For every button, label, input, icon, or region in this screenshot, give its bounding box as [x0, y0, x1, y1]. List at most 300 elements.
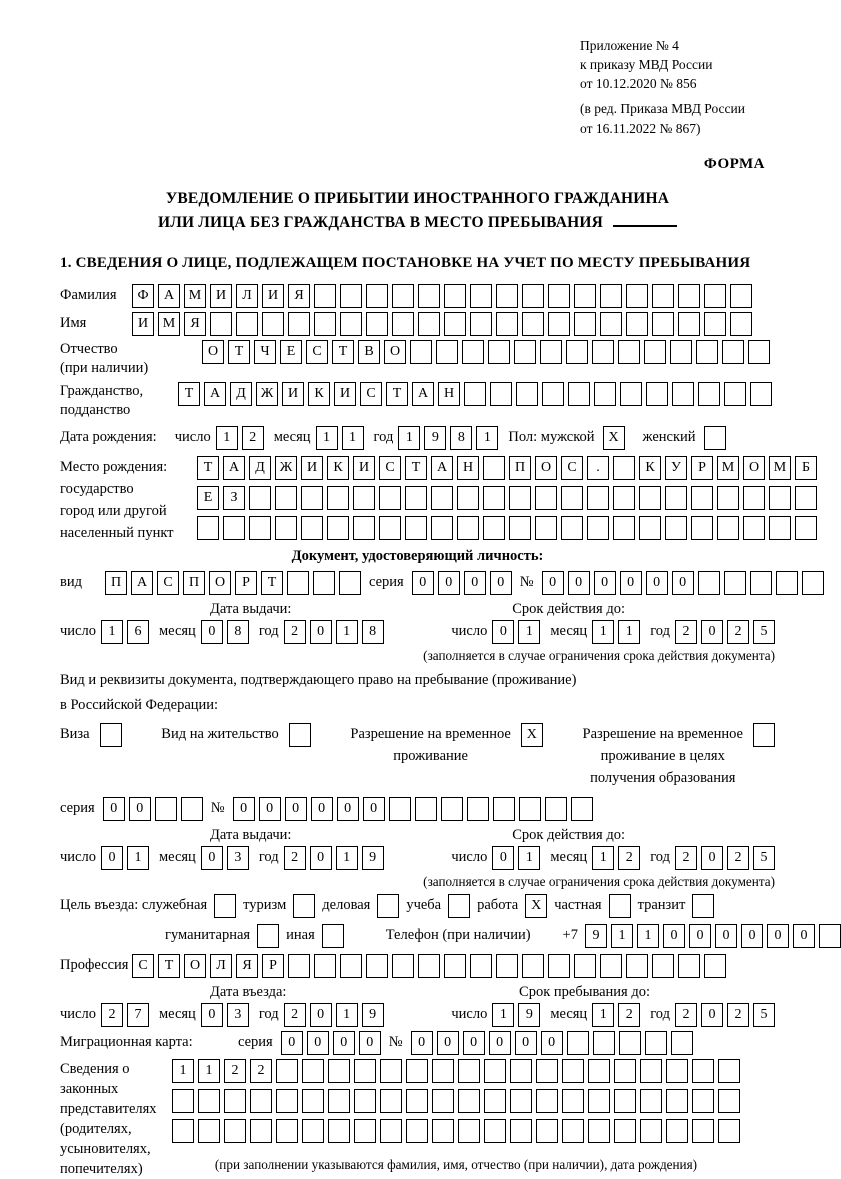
name-strip-cell-1[interactable]: И [132, 312, 154, 336]
birth-place-strip-2-cell-13[interactable] [509, 486, 531, 510]
citizenship-strip-cell-13[interactable] [490, 382, 512, 406]
representatives-strip-2-cell-20[interactable] [666, 1089, 688, 1113]
permit-exp-month-strip-cell-2[interactable]: 2 [618, 846, 640, 870]
permit-issue-year-strip-cell-2[interactable]: 0 [310, 846, 332, 870]
doc-exp-day-strip-cell-2[interactable]: 1 [518, 620, 540, 644]
birth-place-strip-2-cell-8[interactable] [379, 486, 401, 510]
representatives-strip-3-cell-4[interactable] [250, 1119, 272, 1143]
profession-strip-cell-14[interactable] [470, 954, 492, 978]
purpose-humanitarian-checkbox[interactable] [257, 924, 279, 948]
birth-place-strip-1-cell-24[interactable]: Б [795, 456, 817, 480]
document-series-strip-cell-1[interactable]: 0 [412, 571, 434, 595]
phone-strip-cell-3[interactable]: 1 [637, 924, 659, 948]
representatives-strip-2-cell-7[interactable] [328, 1089, 350, 1113]
birth-place-strip-3-cell-11[interactable] [457, 516, 479, 540]
birth-month-strip-cell-2[interactable]: 1 [342, 426, 364, 450]
purpose-transit-checkbox[interactable] [692, 894, 714, 918]
representatives-strip-2-cell-11[interactable] [432, 1089, 454, 1113]
birth-place-strip-1-cell-17[interactable] [613, 456, 635, 480]
surname-strip-cell-18[interactable] [574, 284, 596, 308]
citizenship-strip-cell-11[interactable]: Н [438, 382, 460, 406]
birth-place-strip-1-cell-15[interactable]: С [561, 456, 583, 480]
permit-series-strip-cell-1[interactable]: 0 [103, 797, 125, 821]
name-strip-cell-7[interactable] [288, 312, 310, 336]
document-type-strip-cell-7[interactable]: Т [261, 571, 283, 595]
surname-strip-cell-13[interactable] [444, 284, 466, 308]
entry-month-strip-cell-1[interactable]: 0 [201, 1003, 223, 1027]
birth-place-strip-1-cell-14[interactable]: О [535, 456, 557, 480]
patronymic-strip-cell-5[interactable]: С [306, 340, 328, 364]
document-type-strip-cell-3[interactable]: С [157, 571, 179, 595]
migration-number-strip-cell-7[interactable] [567, 1031, 589, 1055]
permit-exp-day-strip-cell-1[interactable]: 0 [492, 846, 514, 870]
migration-number-strip-cell-1[interactable]: 0 [411, 1031, 433, 1055]
document-number-strip-cell-3[interactable]: 0 [594, 571, 616, 595]
surname-strip-cell-1[interactable]: Ф [132, 284, 154, 308]
doc-exp-year-strip-cell-1[interactable]: 2 [675, 620, 697, 644]
permit-number-strip-cell-13[interactable] [545, 797, 567, 821]
representatives-strip-3-cell-6[interactable] [302, 1119, 324, 1143]
migration-series-strip-cell-2[interactable]: 0 [307, 1031, 329, 1055]
representatives-strip-3-cell-10[interactable] [406, 1119, 428, 1143]
birth-place-strip-3-cell-18[interactable] [639, 516, 661, 540]
citizenship-strip-cell-2[interactable]: А [204, 382, 226, 406]
profession-strip-cell-23[interactable] [704, 954, 726, 978]
patronymic-strip-cell-22[interactable] [748, 340, 770, 364]
entry-year-strip-cell-2[interactable]: 0 [310, 1003, 332, 1027]
profession-strip-cell-16[interactable] [522, 954, 544, 978]
birth-place-strip-1-cell-8[interactable]: С [379, 456, 401, 480]
representatives-strip-2-cell-21[interactable] [692, 1089, 714, 1113]
phone-strip-cell-5[interactable]: 0 [689, 924, 711, 948]
migration-number-strip-cell-8[interactable] [593, 1031, 615, 1055]
representatives-strip-3-cell-9[interactable] [380, 1119, 402, 1143]
birth-place-strip-1-cell-19[interactable]: У [665, 456, 687, 480]
surname-strip-cell-12[interactable] [418, 284, 440, 308]
permit-issue-year-strip-cell-3[interactable]: 1 [336, 846, 358, 870]
permit-series-strip-cell-4[interactable] [181, 797, 203, 821]
phone-strip-cell-6[interactable]: 0 [715, 924, 737, 948]
name-strip-cell-8[interactable] [314, 312, 336, 336]
surname-strip-cell-14[interactable] [470, 284, 492, 308]
representatives-strip-1-cell-19[interactable] [640, 1059, 662, 1083]
doc-issue-month-strip-cell-2[interactable]: 8 [227, 620, 249, 644]
patronymic-strip-cell-6[interactable]: Т [332, 340, 354, 364]
representatives-strip-1-cell-1[interactable]: 1 [172, 1059, 194, 1083]
representatives-strip-3-cell-14[interactable] [510, 1119, 532, 1143]
migration-number-strip-cell-11[interactable] [671, 1031, 693, 1055]
document-number-strip-cell-7[interactable] [698, 571, 720, 595]
patronymic-strip-cell-9[interactable] [410, 340, 432, 364]
purpose-tourism-checkbox[interactable] [293, 894, 315, 918]
permit-number-strip-cell-5[interactable]: 0 [337, 797, 359, 821]
surname-strip-cell-19[interactable] [600, 284, 622, 308]
name-strip-cell-5[interactable] [236, 312, 258, 336]
citizenship-strip-cell-9[interactable]: Т [386, 382, 408, 406]
birth-place-strip-1-cell-10[interactable]: А [431, 456, 453, 480]
representatives-strip-2-cell-8[interactable] [354, 1089, 376, 1113]
surname-strip-cell-21[interactable] [652, 284, 674, 308]
birth-place-strip-2-cell-4[interactable] [275, 486, 297, 510]
representatives-strip-3-cell-20[interactable] [666, 1119, 688, 1143]
permit-number-strip-cell-10[interactable] [467, 797, 489, 821]
representatives-strip-2-cell-3[interactable] [224, 1089, 246, 1113]
birth-place-strip-3-cell-3[interactable] [249, 516, 271, 540]
profession-strip-cell-18[interactable] [574, 954, 596, 978]
profession-strip-cell-1[interactable]: С [132, 954, 154, 978]
permit-number-strip-cell-9[interactable] [441, 797, 463, 821]
phone-strip-cell-10[interactable] [819, 924, 841, 948]
representatives-strip-2-cell-4[interactable] [250, 1089, 272, 1113]
birth-place-strip-2-cell-1[interactable]: Е [197, 486, 219, 510]
birth-place-strip-2-cell-24[interactable] [795, 486, 817, 510]
representatives-strip-2-cell-1[interactable] [172, 1089, 194, 1113]
permit-number-strip-cell-11[interactable] [493, 797, 515, 821]
representatives-strip-1-cell-3[interactable]: 2 [224, 1059, 246, 1083]
representatives-strip-2-cell-9[interactable] [380, 1089, 402, 1113]
profession-strip-cell-21[interactable] [652, 954, 674, 978]
citizenship-strip-cell-17[interactable] [594, 382, 616, 406]
document-type-strip-cell-8[interactable] [287, 571, 309, 595]
surname-strip-cell-10[interactable] [366, 284, 388, 308]
birth-place-strip-2-cell-9[interactable] [405, 486, 427, 510]
patronymic-strip-cell-11[interactable] [462, 340, 484, 364]
name-strip-cell-9[interactable] [340, 312, 362, 336]
profession-strip-cell-8[interactable] [314, 954, 336, 978]
surname-strip-cell-15[interactable] [496, 284, 518, 308]
name-strip-cell-16[interactable] [522, 312, 544, 336]
citizenship-strip-cell-23[interactable] [750, 382, 772, 406]
doc-issue-year-strip-cell-1[interactable]: 2 [284, 620, 306, 644]
purpose-official-checkbox[interactable] [214, 894, 236, 918]
entry-day-strip-cell-1[interactable]: 2 [101, 1003, 123, 1027]
profession-strip-cell-12[interactable] [418, 954, 440, 978]
document-number-strip-cell-4[interactable]: 0 [620, 571, 642, 595]
doc-issue-day-strip-cell-1[interactable]: 1 [101, 620, 123, 644]
citizenship-strip-cell-6[interactable]: К [308, 382, 330, 406]
residence-permit-checkbox[interactable] [289, 723, 311, 747]
birth-place-strip-3-cell-13[interactable] [509, 516, 531, 540]
document-series-strip-cell-2[interactable]: 0 [438, 571, 460, 595]
surname-strip-cell-17[interactable] [548, 284, 570, 308]
surname-strip-cell-5[interactable]: Л [236, 284, 258, 308]
document-number-strip-cell-6[interactable]: 0 [672, 571, 694, 595]
birth-place-strip-2-cell-11[interactable] [457, 486, 479, 510]
representatives-strip-3-cell-22[interactable] [718, 1119, 740, 1143]
surname-strip-cell-2[interactable]: А [158, 284, 180, 308]
doc-exp-month-strip-cell-2[interactable]: 1 [618, 620, 640, 644]
profession-strip-cell-10[interactable] [366, 954, 388, 978]
birth-place-strip-3-cell-2[interactable] [223, 516, 245, 540]
birth-place-strip-2-cell-17[interactable] [613, 486, 635, 510]
birth-place-strip-3-cell-7[interactable] [353, 516, 375, 540]
purpose-work-checkbox[interactable]: X [525, 894, 547, 918]
permit-issue-year-strip-cell-4[interactable]: 9 [362, 846, 384, 870]
patronymic-strip-cell-10[interactable] [436, 340, 458, 364]
representatives-strip-2-cell-6[interactable] [302, 1089, 324, 1113]
birth-place-strip-1-cell-1[interactable]: Т [197, 456, 219, 480]
document-number-strip-cell-5[interactable]: 0 [646, 571, 668, 595]
citizenship-strip-cell-16[interactable] [568, 382, 590, 406]
permit-exp-month-strip-cell-1[interactable]: 1 [592, 846, 614, 870]
name-strip-cell-12[interactable] [418, 312, 440, 336]
document-type-strip-cell-5[interactable]: О [209, 571, 231, 595]
representatives-strip-1-cell-10[interactable] [406, 1059, 428, 1083]
permit-number-strip-cell-2[interactable]: 0 [259, 797, 281, 821]
patronymic-strip-cell-13[interactable] [514, 340, 536, 364]
phone-strip-cell-4[interactable]: 0 [663, 924, 685, 948]
entry-year-strip-cell-3[interactable]: 1 [336, 1003, 358, 1027]
name-strip-cell-18[interactable] [574, 312, 596, 336]
citizenship-strip-cell-10[interactable]: А [412, 382, 434, 406]
document-series-strip-cell-3[interactable]: 0 [464, 571, 486, 595]
permit-number-strip-cell-14[interactable] [571, 797, 593, 821]
permit-issue-day-strip-cell-2[interactable]: 1 [127, 846, 149, 870]
surname-strip-cell-20[interactable] [626, 284, 648, 308]
entry-month-strip-cell-2[interactable]: 3 [227, 1003, 249, 1027]
representatives-strip-1-cell-9[interactable] [380, 1059, 402, 1083]
birth-place-strip-1-cell-22[interactable]: О [743, 456, 765, 480]
migration-number-strip-cell-3[interactable]: 0 [463, 1031, 485, 1055]
profession-strip-cell-7[interactable] [288, 954, 310, 978]
representatives-strip-1-cell-8[interactable] [354, 1059, 376, 1083]
doc-exp-month-strip-cell-1[interactable]: 1 [592, 620, 614, 644]
doc-exp-year-strip-cell-3[interactable]: 2 [727, 620, 749, 644]
sex-female-checkbox[interactable] [704, 426, 726, 450]
doc-issue-month-strip-cell-1[interactable]: 0 [201, 620, 223, 644]
birth-place-strip-3-cell-22[interactable] [743, 516, 765, 540]
birth-place-strip-3-cell-1[interactable] [197, 516, 219, 540]
representatives-strip-2-cell-22[interactable] [718, 1089, 740, 1113]
citizenship-strip-cell-19[interactable] [646, 382, 668, 406]
birth-place-strip-3-cell-4[interactable] [275, 516, 297, 540]
document-number-strip-cell-8[interactable] [724, 571, 746, 595]
representatives-strip-1-cell-5[interactable] [276, 1059, 298, 1083]
profession-strip-cell-20[interactable] [626, 954, 648, 978]
representatives-strip-3-cell-1[interactable] [172, 1119, 194, 1143]
birth-place-strip-2-cell-15[interactable] [561, 486, 583, 510]
birth-place-strip-1-cell-23[interactable]: М [769, 456, 791, 480]
permit-exp-year-strip-cell-4[interactable]: 5 [753, 846, 775, 870]
patronymic-strip-cell-4[interactable]: Е [280, 340, 302, 364]
citizenship-strip-cell-8[interactable]: С [360, 382, 382, 406]
document-number-strip-cell-9[interactable] [750, 571, 772, 595]
name-strip-cell-2[interactable]: М [158, 312, 180, 336]
representatives-strip-3-cell-17[interactable] [588, 1119, 610, 1143]
document-type-strip-cell-9[interactable] [313, 571, 335, 595]
representatives-strip-3-cell-12[interactable] [458, 1119, 480, 1143]
birth-place-strip-3-cell-12[interactable] [483, 516, 505, 540]
birth-place-strip-2-cell-2[interactable]: З [223, 486, 245, 510]
birth-place-strip-2-cell-12[interactable] [483, 486, 505, 510]
profession-strip-cell-3[interactable]: О [184, 954, 206, 978]
purpose-business-checkbox[interactable] [377, 894, 399, 918]
name-strip-cell-4[interactable] [210, 312, 232, 336]
name-strip-cell-23[interactable] [704, 312, 726, 336]
patronymic-strip-cell-1[interactable]: О [202, 340, 224, 364]
permit-issue-year-strip-cell-1[interactable]: 2 [284, 846, 306, 870]
name-strip-cell-24[interactable] [730, 312, 752, 336]
representatives-strip-3-cell-5[interactable] [276, 1119, 298, 1143]
purpose-study-checkbox[interactable] [448, 894, 470, 918]
representatives-strip-2-cell-19[interactable] [640, 1089, 662, 1113]
entry-year-strip-cell-4[interactable]: 9 [362, 1003, 384, 1027]
representatives-strip-3-cell-19[interactable] [640, 1119, 662, 1143]
stay-year-strip-cell-2[interactable]: 0 [701, 1003, 723, 1027]
surname-strip-cell-11[interactable] [392, 284, 414, 308]
entry-day-strip-cell-2[interactable]: 7 [127, 1003, 149, 1027]
surname-strip-cell-22[interactable] [678, 284, 700, 308]
birth-place-strip-2-cell-10[interactable] [431, 486, 453, 510]
name-strip-cell-15[interactable] [496, 312, 518, 336]
surname-strip-cell-4[interactable]: И [210, 284, 232, 308]
birth-day-strip-cell-2[interactable]: 2 [242, 426, 264, 450]
document-number-strip-cell-2[interactable]: 0 [568, 571, 590, 595]
representatives-strip-3-cell-3[interactable] [224, 1119, 246, 1143]
birth-place-strip-3-cell-10[interactable] [431, 516, 453, 540]
birth-place-strip-3-cell-17[interactable] [613, 516, 635, 540]
representatives-strip-1-cell-21[interactable] [692, 1059, 714, 1083]
representatives-strip-2-cell-18[interactable] [614, 1089, 636, 1113]
permit-number-strip-cell-6[interactable]: 0 [363, 797, 385, 821]
entry-year-strip-cell-1[interactable]: 2 [284, 1003, 306, 1027]
representatives-strip-1-cell-17[interactable] [588, 1059, 610, 1083]
birth-place-strip-1-cell-20[interactable]: Р [691, 456, 713, 480]
birth-place-strip-2-cell-23[interactable] [769, 486, 791, 510]
patronymic-strip-cell-3[interactable]: Ч [254, 340, 276, 364]
permit-number-strip-cell-8[interactable] [415, 797, 437, 821]
permit-number-strip-cell-3[interactable]: 0 [285, 797, 307, 821]
representatives-strip-1-cell-20[interactable] [666, 1059, 688, 1083]
doc-issue-year-strip-cell-2[interactable]: 0 [310, 620, 332, 644]
patronymic-strip-cell-7[interactable]: В [358, 340, 380, 364]
surname-strip-cell-6[interactable]: И [262, 284, 284, 308]
profession-strip-cell-5[interactable]: Я [236, 954, 258, 978]
migration-number-strip-cell-6[interactable]: 0 [541, 1031, 563, 1055]
representatives-strip-2-cell-10[interactable] [406, 1089, 428, 1113]
surname-strip-cell-3[interactable]: М [184, 284, 206, 308]
permit-issue-month-strip-cell-2[interactable]: 3 [227, 846, 249, 870]
doc-issue-year-strip-cell-3[interactable]: 1 [336, 620, 358, 644]
birth-place-strip-2-cell-20[interactable] [691, 486, 713, 510]
patronymic-strip-cell-18[interactable] [644, 340, 666, 364]
surname-strip-cell-16[interactable] [522, 284, 544, 308]
name-strip-cell-14[interactable] [470, 312, 492, 336]
stay-year-strip-cell-4[interactable]: 5 [753, 1003, 775, 1027]
document-number-strip-cell-10[interactable] [776, 571, 798, 595]
stay-month-strip-cell-1[interactable]: 1 [592, 1003, 614, 1027]
birth-place-strip-2-cell-3[interactable] [249, 486, 271, 510]
document-type-strip-cell-2[interactable]: А [131, 571, 153, 595]
migration-number-strip-cell-2[interactable]: 0 [437, 1031, 459, 1055]
patronymic-strip-cell-2[interactable]: Т [228, 340, 250, 364]
birth-place-strip-3-cell-5[interactable] [301, 516, 323, 540]
name-strip-cell-11[interactable] [392, 312, 414, 336]
birth-place-strip-1-cell-18[interactable]: К [639, 456, 661, 480]
birth-place-strip-3-cell-19[interactable] [665, 516, 687, 540]
permit-number-strip-cell-12[interactable] [519, 797, 541, 821]
representatives-strip-1-cell-4[interactable]: 2 [250, 1059, 272, 1083]
representatives-strip-1-cell-22[interactable] [718, 1059, 740, 1083]
birth-year-strip-cell-4[interactable]: 1 [476, 426, 498, 450]
name-strip-cell-6[interactable] [262, 312, 284, 336]
birth-place-strip-2-cell-22[interactable] [743, 486, 765, 510]
citizenship-strip-cell-15[interactable] [542, 382, 564, 406]
representatives-strip-1-cell-18[interactable] [614, 1059, 636, 1083]
birth-place-strip-1-cell-11[interactable]: Н [457, 456, 479, 480]
representatives-strip-2-cell-15[interactable] [536, 1089, 558, 1113]
document-type-strip-cell-4[interactable]: П [183, 571, 205, 595]
profession-strip-cell-9[interactable] [340, 954, 362, 978]
birth-year-strip-cell-2[interactable]: 9 [424, 426, 446, 450]
birth-place-strip-3-cell-16[interactable] [587, 516, 609, 540]
citizenship-strip-cell-18[interactable] [620, 382, 642, 406]
representatives-strip-3-cell-13[interactable] [484, 1119, 506, 1143]
surname-strip-cell-23[interactable] [704, 284, 726, 308]
migration-series-strip-cell-1[interactable]: 0 [281, 1031, 303, 1055]
name-strip-cell-20[interactable] [626, 312, 648, 336]
birth-place-strip-3-cell-21[interactable] [717, 516, 739, 540]
name-strip-cell-3[interactable]: Я [184, 312, 206, 336]
profession-strip-cell-4[interactable]: Л [210, 954, 232, 978]
representatives-strip-2-cell-5[interactable] [276, 1089, 298, 1113]
phone-strip-cell-9[interactable]: 0 [793, 924, 815, 948]
stay-year-strip-cell-3[interactable]: 2 [727, 1003, 749, 1027]
surname-strip-cell-9[interactable] [340, 284, 362, 308]
profession-strip-cell-6[interactable]: Р [262, 954, 284, 978]
birth-place-strip-2-cell-6[interactable] [327, 486, 349, 510]
permit-exp-year-strip-cell-1[interactable]: 2 [675, 846, 697, 870]
sex-male-checkbox[interactable]: X [603, 426, 625, 450]
representatives-strip-1-cell-15[interactable] [536, 1059, 558, 1083]
profession-strip-cell-15[interactable] [496, 954, 518, 978]
permit-exp-year-strip-cell-3[interactable]: 2 [727, 846, 749, 870]
representatives-strip-1-cell-6[interactable] [302, 1059, 324, 1083]
birth-place-strip-1-cell-4[interactable]: Ж [275, 456, 297, 480]
patronymic-strip-cell-16[interactable] [592, 340, 614, 364]
permit-issue-day-strip-cell-1[interactable]: 0 [101, 846, 123, 870]
birth-place-strip-3-cell-24[interactable] [795, 516, 817, 540]
birth-place-strip-1-cell-2[interactable]: А [223, 456, 245, 480]
representatives-strip-1-cell-2[interactable]: 1 [198, 1059, 220, 1083]
stay-day-strip-cell-2[interactable]: 9 [518, 1003, 540, 1027]
birth-place-strip-2-cell-5[interactable] [301, 486, 323, 510]
representatives-strip-3-cell-7[interactable] [328, 1119, 350, 1143]
profession-strip-cell-17[interactable] [548, 954, 570, 978]
patronymic-strip-cell-21[interactable] [722, 340, 744, 364]
birth-place-strip-1-cell-5[interactable]: И [301, 456, 323, 480]
citizenship-strip-cell-4[interactable]: Ж [256, 382, 278, 406]
migration-series-strip-cell-3[interactable]: 0 [333, 1031, 355, 1055]
birth-place-strip-3-cell-23[interactable] [769, 516, 791, 540]
representatives-strip-3-cell-11[interactable] [432, 1119, 454, 1143]
patronymic-strip-cell-12[interactable] [488, 340, 510, 364]
birth-place-strip-1-cell-3[interactable]: Д [249, 456, 271, 480]
name-strip-cell-17[interactable] [548, 312, 570, 336]
permit-number-strip-cell-7[interactable] [389, 797, 411, 821]
birth-place-strip-3-cell-6[interactable] [327, 516, 349, 540]
citizenship-strip-cell-7[interactable]: И [334, 382, 356, 406]
phone-strip-cell-1[interactable]: 9 [585, 924, 607, 948]
document-type-strip-cell-10[interactable] [339, 571, 361, 595]
birth-day-strip-cell-1[interactable]: 1 [216, 426, 238, 450]
surname-strip-cell-7[interactable]: Я [288, 284, 310, 308]
migration-number-strip-cell-5[interactable]: 0 [515, 1031, 537, 1055]
citizenship-strip-cell-1[interactable]: Т [178, 382, 200, 406]
representatives-strip-3-cell-21[interactable] [692, 1119, 714, 1143]
representatives-strip-2-cell-12[interactable] [458, 1089, 480, 1113]
citizenship-strip-cell-20[interactable] [672, 382, 694, 406]
